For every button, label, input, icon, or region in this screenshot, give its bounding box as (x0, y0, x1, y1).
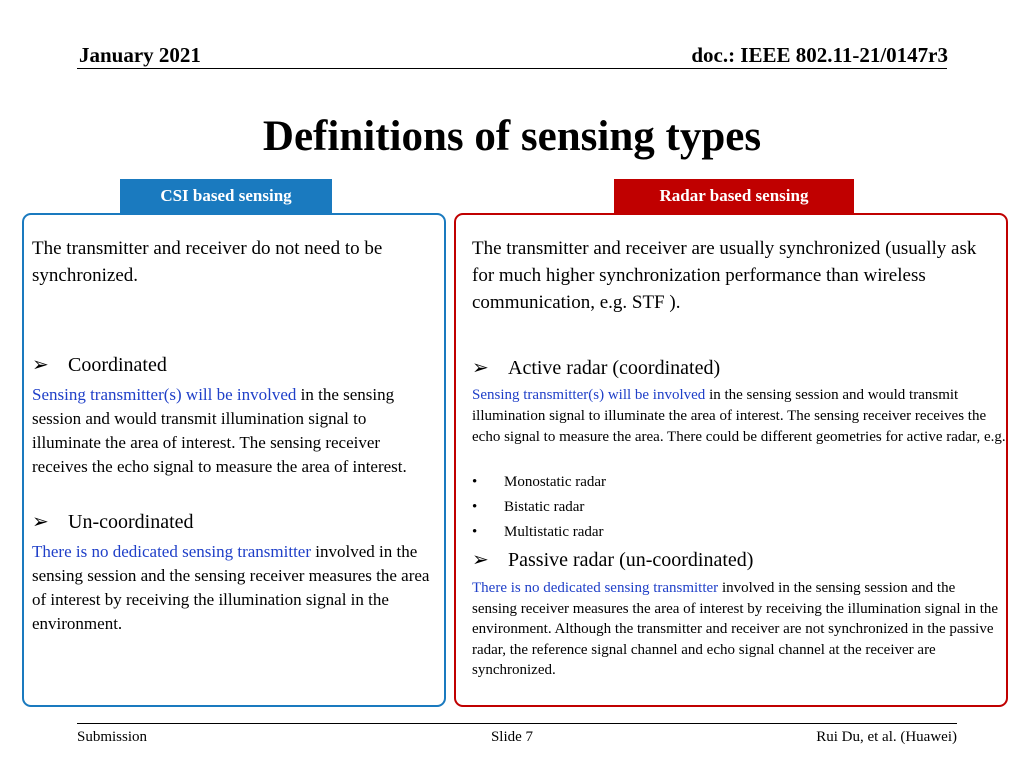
list-item-label: Multistatic radar (504, 524, 604, 540)
tab-csi-sensing: CSI based sensing (120, 179, 332, 213)
csi-uncoordinated-text (32, 540, 442, 636)
list-item-label: Monostatic radar (504, 474, 607, 490)
arrow-bullet-icon: ➢ (32, 354, 49, 376)
bullet-icon: • (472, 474, 478, 490)
footer-submission: Submission (77, 729, 148, 745)
arrow-bullet-icon: ➢ (472, 357, 489, 379)
radar-intro: The transmitter and receiver are usually synchronized (usually ask for much higher synchronization performance than wireless communication, e.g. STF ). (472, 238, 977, 313)
csi-uncoordinated-heading (32, 509, 194, 535)
radar-active-label: Active radar (coordinated) (508, 357, 721, 379)
csi-coordinated-highlight: Sensing transmitter(s) will be involved (32, 385, 297, 404)
bullet-icon: • (472, 499, 478, 515)
radar-active-highlight: Sensing transmitter(s) will be involved (472, 387, 706, 403)
list-item (472, 470, 606, 495)
list-item (472, 520, 606, 545)
tab-radar-sensing: Radar based sensing (614, 179, 854, 213)
csi-coordinated-text (32, 383, 437, 479)
radar-passive-heading (472, 547, 753, 573)
csi-coordinated-heading (32, 352, 167, 378)
header-rule (77, 68, 947, 69)
radar-passive-text (472, 578, 1002, 681)
footer-rule (77, 723, 957, 724)
header-doc-id: doc.: IEEE 802.11-21/0147r3 (691, 43, 948, 67)
arrow-bullet-icon: ➢ (472, 549, 489, 571)
csi-panel (22, 213, 446, 707)
slide-title: Definitions of sensing types (262, 113, 762, 160)
radar-geometry-list (472, 470, 606, 545)
radar-active-text (472, 385, 1008, 448)
header-date: January 2021 (79, 43, 201, 67)
bullet-icon: • (472, 524, 478, 540)
footer-slide-number: Slide 7 (490, 729, 534, 745)
radar-active-heading (472, 355, 720, 381)
radar-panel (454, 213, 1008, 707)
list-item-label: Bistatic radar (504, 499, 585, 515)
radar-active-body: in the sensing session and would transmit illumination signal to illuminate the area of interest. The sensing receiver receives the echo signal to measure the area. There could be different geometries for active radar, e.g. (472, 387, 1006, 445)
csi-coordinated-label: Coordinated (68, 354, 167, 376)
list-item (472, 495, 606, 520)
arrow-bullet-icon: ➢ (32, 511, 49, 533)
radar-passive-highlight: There is no dedicated sensing transmitter (472, 580, 719, 596)
csi-coordinated-body: in the sensing session and would transmit illumination signal to illuminate the area of interest. The sensing receiver receives the echo signal to measure the area of interest. (32, 385, 407, 476)
csi-uncoordinated-label: Un-coordinated (68, 511, 194, 533)
csi-uncoordinated-highlight: There is no dedicated sensing transmitter (32, 542, 311, 561)
radar-passive-label: Passive radar (un-coordinated) (508, 549, 754, 571)
csi-intro: The transmitter and receiver do not need to be synchronized. (32, 238, 383, 286)
radar-passive-body: involved in the sensing session and the sensing receiver measures the area of interest by receiving the illumination signal in the environment. Although the transmitter and receiver are not synchronized in the passive radar, the reference signal channel and echo signal channel at the receiver are synchronized. (472, 580, 999, 678)
footer-author: Rui Du, et al. (Huawei) (816, 729, 957, 745)
csi-uncoordinated-body: involved in the sensing session and the sensing receiver measures the area of interest by receiving the illumination signal in the environment. (32, 542, 430, 633)
